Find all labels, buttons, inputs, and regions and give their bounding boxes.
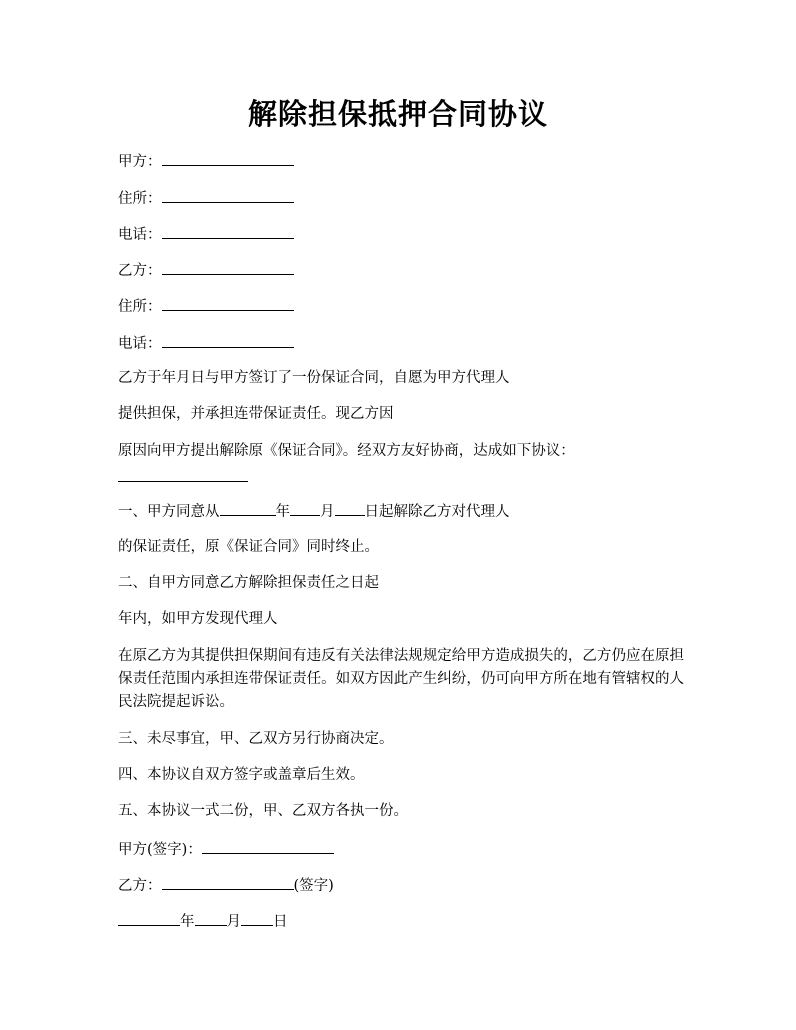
preamble-line-1: 乙方于年月日与甲方签订了一份保证合同，自愿为甲方代理人	[118, 370, 510, 386]
preamble-rule	[118, 481, 248, 482]
preamble-line-3: 原因向甲方提出解除原《保证合同》。经双方友好协商，达成如下协议：	[118, 443, 575, 459]
clause-1-line	[118, 500, 510, 522]
date-month: 月	[226, 914, 241, 930]
clause-1-year: 年	[275, 504, 290, 520]
clause-1-prefix: 一、甲方同意从	[118, 504, 220, 520]
signature-b-label: 乙方：	[118, 878, 162, 894]
party-b-phone-line	[118, 332, 294, 354]
date-line	[118, 910, 288, 932]
clause-1-month: 月	[320, 504, 335, 520]
date-day-blank[interactable]	[241, 910, 273, 926]
date-year: 年	[180, 914, 195, 930]
party-b-blank[interactable]	[162, 259, 294, 275]
clause-1-continuation: 的保证责任，原《保证合同》同时终止。	[118, 539, 379, 555]
party-a-blank[interactable]	[162, 150, 294, 166]
signature-b-blank[interactable]	[162, 874, 294, 890]
party-a-phone-label: 电话：	[118, 227, 162, 243]
party-a-address-blank[interactable]	[162, 187, 294, 203]
date-year-blank[interactable]	[118, 910, 180, 926]
date-day: 日	[273, 914, 288, 930]
signature-a-label: 甲方(签字)：	[118, 842, 202, 858]
party-a-line	[118, 150, 294, 172]
clause-5: 五、本协议一式二份，甲、乙双方各执一份。	[118, 803, 408, 819]
party-a-address-label: 住所：	[118, 191, 162, 207]
clause-4: 四、本协议自双方签字或盖章后生效。	[118, 767, 365, 783]
clause-1-suffix: 日起解除乙方对代理人	[364, 504, 510, 520]
date-month-blank[interactable]	[195, 910, 227, 926]
party-b-label: 乙方：	[118, 263, 162, 279]
clause-3: 三、未尽事宜，甲、乙双方另行协商决定。	[118, 731, 394, 747]
party-a-address-line	[118, 187, 294, 209]
clause-1-month-blank[interactable]	[290, 500, 320, 516]
clause-1-day-blank[interactable]	[335, 500, 365, 516]
party-b-phone-blank[interactable]	[162, 332, 294, 348]
document-title: 解除担保抵押合同协议	[247, 97, 548, 131]
party-a-label: 甲方：	[118, 154, 162, 170]
party-b-address-line	[118, 295, 294, 317]
clause-1-year-blank[interactable]	[220, 500, 276, 516]
party-a-phone-blank[interactable]	[162, 223, 294, 239]
clause-2-line: 二、自甲方同意乙方解除担保责任之日起	[118, 575, 379, 591]
signature-a-line	[118, 838, 334, 860]
party-b-address-label: 住所：	[118, 299, 162, 315]
preamble-line-2: 提供担保，并承担连带保证责任。现乙方因	[118, 406, 394, 422]
party-b-phone-label: 电话：	[118, 336, 162, 352]
signature-b-suffix: (签字)	[293, 878, 334, 894]
party-a-phone-line	[118, 223, 294, 245]
signature-a-blank[interactable]	[202, 838, 334, 854]
party-b-address-blank[interactable]	[162, 295, 294, 311]
party-b-line	[118, 259, 294, 281]
signature-b-line	[118, 874, 334, 896]
clause-2-continuation: 年内，如甲方发现代理人	[118, 611, 278, 627]
clause-2-body: 在原乙方为其提供担保期间有违反有关法律法规规定给甲方造成损失的，乙方仍应在原担保责任范围内承担连带保证责任。如双方因此产生纠纷，仍可向甲方所在地有管辖权的人民法院提起诉讼。	[118, 648, 684, 710]
